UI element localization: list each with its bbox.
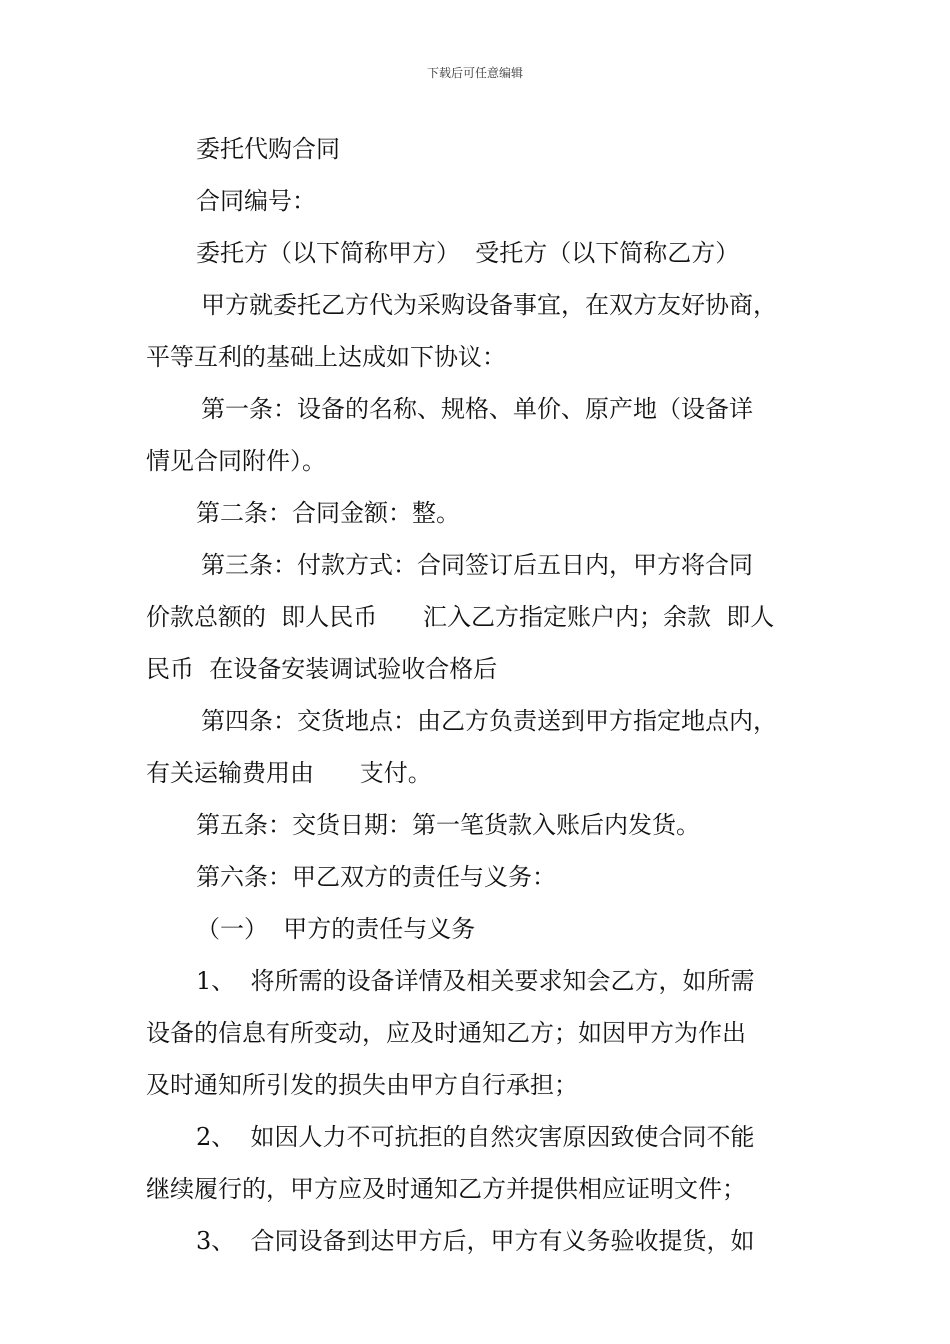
clause-1-line-1: 1、 将所需的设备详情及相关要求知会乙方，如所需 <box>196 967 755 995</box>
section-1-heading: （一） 甲方的责任与义务 <box>196 915 476 943</box>
contract-title: 委托代购合同 <box>196 135 340 163</box>
article-3-line-1: 第三条：付款方式：合同签订后五日内，甲方将合同 <box>201 551 753 579</box>
article-2-line: 第二条：合同金额：整。 <box>196 499 460 527</box>
article-1-line-1: 第一条：设备的名称、规格、单价、原产地（设备详 <box>201 395 753 423</box>
clause-2-line-1: 2、 如因人力不可抗拒的自然灾害原因致使合同不能 <box>196 1123 755 1151</box>
article-1-line-2: 情见合同附件）。 <box>146 447 326 475</box>
contract-number-line: 合同编号： <box>196 187 316 215</box>
article-4-line-1: 第四条：交货地点：由乙方负责送到甲方指定地点内， <box>201 707 777 735</box>
parties-line: 委托方（以下简称甲方） 受托方（以下简称乙方） <box>196 239 740 267</box>
article-4-line-2: 有关运输费用由 支付。 <box>146 759 432 787</box>
page-header: 下载后可任意编辑 <box>426 66 523 80</box>
article-3-line-3: 民币 在设备安装调试验收合格后 <box>146 655 498 683</box>
clause-1-line-2: 设备的信息有所变动，应及时通知乙方；如因甲方为作出 <box>146 1019 746 1047</box>
article-3-line-2: 价款总额的 即人民币 汇入乙方指定账户内；余款 即人 <box>146 603 775 631</box>
article-5-line: 第五条：交货日期：第一笔货款入账后内发货。 <box>196 811 700 839</box>
clause-1-line-3: 及时通知所引发的损失由甲方自行承担； <box>146 1071 578 1099</box>
clause-2-line-2: 继续履行的，甲方应及时通知乙方并提供相应证明文件； <box>146 1175 746 1203</box>
contract-body <box>146 132 816 1258</box>
article-6-line: 第六条：甲乙双方的责任与义务： <box>196 863 556 891</box>
clause-3-line-1: 3、 合同设备到达甲方后，甲方有义务验收提货，如 <box>196 1227 755 1255</box>
preamble-line-1: 甲方就委托乙方代为采购设备事宜，在双方友好协商， <box>201 291 777 319</box>
preamble-line-2: 平等互利的基础上达成如下协议： <box>146 343 506 371</box>
